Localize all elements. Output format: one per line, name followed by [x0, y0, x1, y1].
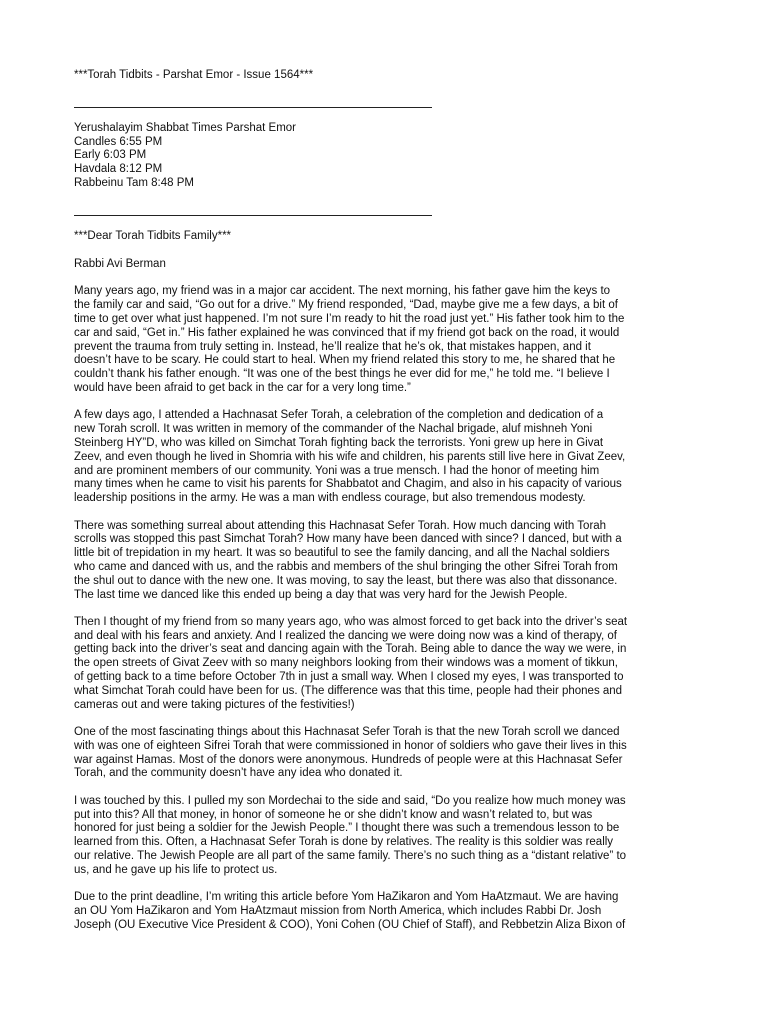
paragraph-line: time to get over what just happened. I’m not sure I’m ready to hit the road just yet.” His father took him to the: [74, 312, 625, 325]
paragraph-line: prevent the trauma from truly setting in. Instead, he’ll realize that he’s ok, that mistakes happen, and it: [74, 340, 591, 353]
paragraph-line: Due to the print deadline, I’m writing this article before Yom HaZikaron and Yom HaAtzmaut. We are having: [74, 891, 619, 904]
paragraph-line: who came and danced with us, and the rabbis and members of the shul bringing the other Sifrei Torah from: [74, 560, 618, 573]
paragraph-line: learned from this. Often, a Hachnasat Sefer Torah is done by relatives. The reality is this soldier was really: [74, 836, 614, 849]
candles-time: Candles 6:55 PM: [74, 135, 163, 148]
paragraph-line: of getting back to a time before October 7th in just a small way. When I closed my eyes, I was transported to: [74, 671, 624, 684]
article-heading: ***Dear Torah Tidbits Family***: [74, 229, 232, 242]
shabbat-times: [74, 122, 702, 191]
paragraph-line: cameras out and were taking pictures of the festivities!): [74, 698, 355, 711]
paragraph-line: new Torah scroll. It was written in memory of the commander of the Nachal brigade, aluf mishneh Yoni: [74, 423, 593, 436]
paragraph-line: put into this? All that money, in honor of someone he or she didn’t know and wasn’t related to, but was: [74, 808, 593, 821]
paragraph-line: scrolls was stopped this past Simchat Torah? How many have been danced with since? I danced, but with a: [74, 533, 622, 546]
article-paragraph: [74, 795, 702, 878]
paragraph-line: with was one of eighteen Sifrei Torah that were commissioned in honor of soldiers who gave their lives in this: [74, 739, 627, 752]
paragraph-line: Steinberg HY”D, who was killed on Simchat Torah fighting back the terrorists. Yoni grew up here in Givat: [74, 436, 604, 449]
paragraph-line: and are prominent members of our community. Yoni was a true mensch. I had the honor of meeting him: [74, 464, 600, 477]
paragraph-line: and deal with his fears and anxiety. And I realized the dancing we were doing now was a kind of therapy, of: [74, 629, 617, 642]
rabbeinu-tam-time: Rabbeinu Tam 8:48 PM: [74, 176, 194, 189]
paragraph-line: us, and he gave up his life to protect us.: [74, 863, 278, 876]
article-paragraph: [74, 726, 702, 781]
paragraph-line: little bit of trepidation in my heart. It was so beautiful to see the family dancing, and all the Nachal soldiers: [74, 547, 610, 560]
paragraph-line: war against Hamas. Most of the donors were anonymous. Hundreds of people were at this Hachnasat Sefer: [74, 753, 623, 766]
paragraph-line: I was touched by this. I pulled my son Mordechai to the side and said, “Do you realize how much money was: [74, 794, 626, 807]
paragraph-line: doesn’t have to be scary. He could start to heal. When my friend related this story to me, he shared that he: [74, 354, 616, 367]
paragraph-line: Torah, and the community doesn’t have any idea who donated it.: [74, 767, 403, 780]
document-body: [74, 69, 702, 946]
paragraph-line: getting back into the driver’s seat and dancing again with the Torah. Being able to dance the way we were, in: [74, 643, 627, 656]
paragraph-line: the family car and said, “Go out for a drive.” My friend responded, “Dad, maybe give me a few days, a bit of: [74, 299, 618, 312]
paragraph-line: Joseph (OU Executive Vice President & COO), Yoni Cohen (OU Chief of Staff), and Rebbetzin Aliza Bixon of: [74, 918, 626, 931]
paragraph-line: would have been afraid to get back in the car for a very long time.”: [74, 381, 411, 394]
paragraph-line: the shul out to dance with the new one. It was moving, to say the least, but there was also that dissonance.: [74, 574, 618, 587]
paragraph-line: One of the most fascinating things about this Hachnasat Sefer Torah is that the new Torah scroll we danced: [74, 726, 620, 739]
paragraph-line: an OU Yom HaZikaron and Yom HaAtzmaut mission from North America, which includes Rabbi Dr. Josh: [74, 905, 602, 918]
article-paragraph: [74, 616, 702, 713]
paragraph-line: A few days ago, I attended a Hachnasat Sefer Torah, a celebration of the completion and dedication of a: [74, 409, 604, 422]
paragraph-line: many times when he came to visit his parents for Shabbatot and Chagim, and also in his capacity of various: [74, 478, 622, 491]
havdala-time: Havdala 8:12 PM: [74, 163, 163, 176]
paragraph-line: There was something surreal about attending this Hachnasat Sefer Torah. How much dancing with Torah: [74, 519, 607, 532]
article-author: Rabbi Avi Berman: [74, 257, 166, 270]
paragraph-line: leadership positions in the army. He was a man with endless courage, but also tremendous modesty.: [74, 492, 586, 505]
paragraph-line: our relative. The Jewish People are all part of the same family. There’s no such thing as a “distant relative” to: [74, 850, 627, 863]
paragraph-line: what Simchat Torah could have been for us. (The difference was that this time, people had their phones and: [74, 684, 623, 697]
paragraph-line: couldn’t thank his father enough. “It was one of the best things he ever did for me,” he told me. “I believe I: [74, 368, 610, 381]
divider-line: [74, 97, 432, 108]
issue-title: ***Torah Tidbits - Parshat Emor - Issue 1564***: [74, 69, 314, 81]
divider-line: [74, 205, 432, 216]
paragraph-line: Zeev, and even though he lived in Shomria with his wife and children, his parents still live here in Givat Zeev,: [74, 450, 626, 463]
paragraph-line: The last time we danced like this ended up being a day that was very hard for the Jewish People.: [74, 588, 568, 601]
paragraph-line: car and said, “Get in.” His father explained he was convinced that if my friend got back on the road, it would: [74, 326, 620, 339]
article-paragraph: [74, 520, 702, 603]
paragraph-line: Many years ago, my friend was in a major car accident. The next morning, his father gave him the keys to: [74, 285, 611, 298]
article-text: [74, 285, 702, 932]
early-time: Early 6:03 PM: [74, 149, 147, 162]
article-paragraph: [74, 409, 702, 506]
paragraph-line: the open streets of Givat Zeev with so many neighbors looking from their windows was a moment of tikkun,: [74, 657, 618, 670]
paragraph-line: Then I thought of my friend from so many years ago, who was almost forced to get back into the driver’s seat: [74, 615, 628, 628]
times-heading: Yerushalayim Shabbat Times Parshat Emor: [74, 121, 297, 134]
article-paragraph: [74, 285, 702, 395]
paragraph-line: honored for just being a soldier for the Jewish People.” I thought there was such a tremendous lesson to be: [74, 822, 620, 835]
article-paragraph: [74, 891, 702, 932]
